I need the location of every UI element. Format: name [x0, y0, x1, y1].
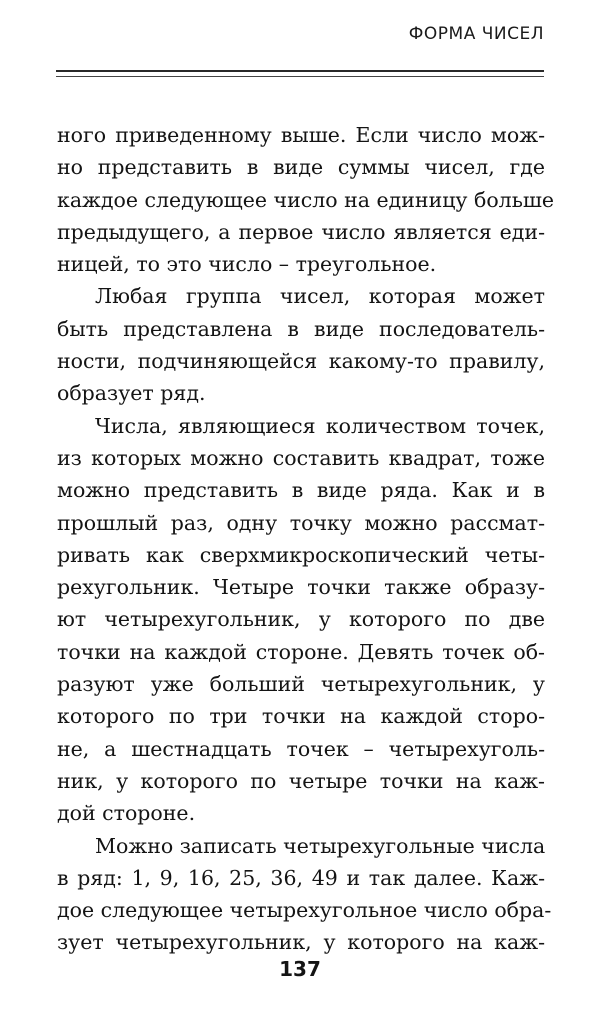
paragraph-first-line: Любая группа чисел, которая может [95, 284, 545, 309]
text-line: ного приведенному выше. Если число мож- [57, 123, 545, 147]
text-line: разуют уже больший четырехугольник, у [57, 672, 545, 697]
text-line: которого по три точки на каждой сторо- [57, 704, 545, 729]
header-rule-thin [56, 76, 544, 77]
text-line: зует четырехугольник, у которого на каж- [57, 930, 545, 955]
paragraph-first-line: Числа, являющиеся количеством точек, [95, 413, 545, 438]
text-line: ривать как сверхмикроскопический четы- [57, 542, 545, 567]
text-line: дое следующее четырехугольное число обра- [57, 898, 552, 923]
text-line: не, а шестнадцать точек – четырехуголь- [57, 736, 545, 761]
text-line: можно представить в виде ряда. Как и в [57, 478, 545, 503]
text-line: из которых можно составить квадрат, тоже [57, 445, 545, 470]
header-rule [56, 70, 544, 72]
text-line: в ряд: 1, 9, 16, 25, 36, 49 и так далее. Каж- [57, 865, 545, 890]
text-line: предыдущего, а первое число является еди- [57, 219, 545, 244]
text-line: ник, у которого по четыре точки на каж- [57, 768, 545, 793]
text-line: ют четырехугольник, у которого по две [57, 607, 545, 632]
text-line: быть представлена в виде последователь- [57, 316, 545, 341]
paragraph-first-line: Можно записать четырехугольные числа [95, 833, 546, 858]
text-line: прошлый раз, одну точку можно рассмат- [57, 510, 545, 535]
paragraph-last-line: ницей, то это число – треугольное. [57, 252, 437, 277]
paragraph-last-line: дой стороне. [57, 801, 196, 826]
text-line: каждое следующее число на единицу больше [57, 187, 555, 212]
body-text [57, 119, 555, 959]
text-line: но представить в виде суммы чисел, где [57, 155, 545, 180]
running-header: ФОРМА ЧИСЕЛ [408, 24, 544, 44]
page-number: 137 [279, 957, 321, 981]
text-line: ности, подчиняющейся какому-то правилу, [57, 349, 545, 374]
text-line: рехугольник. Четыре точки также образу- [57, 575, 545, 600]
paragraph-last-line: образует ряд. [57, 381, 206, 406]
text-line: точки на каждой стороне. Девять точек об- [57, 639, 545, 664]
